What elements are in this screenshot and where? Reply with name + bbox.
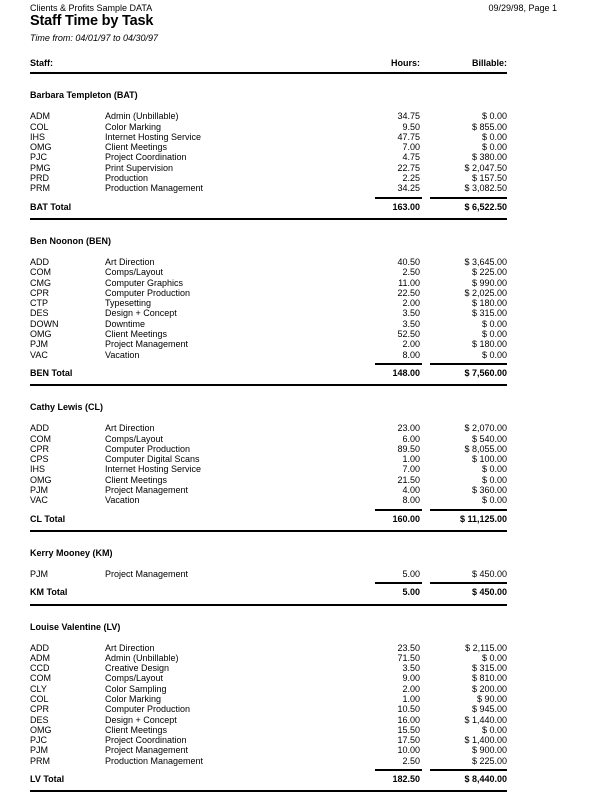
total-billable: $ 8,440.00 xyxy=(464,774,507,785)
task-code: ADM xyxy=(30,652,50,663)
task-row xyxy=(30,725,507,735)
task-description: Computer Digital Scans xyxy=(105,454,200,465)
billable-total-rule xyxy=(430,363,507,365)
task-rows xyxy=(30,569,507,579)
task-row xyxy=(30,329,507,339)
task-hours: 9.00 xyxy=(402,673,420,684)
total-hours: 148.00 xyxy=(392,367,420,378)
task-hours: 23.00 xyxy=(397,423,420,434)
task-billable: $ 380.00 xyxy=(471,152,507,163)
task-code: COM xyxy=(30,433,51,444)
task-billable: $ 945.00 xyxy=(471,704,507,715)
task-description: Client Meetings xyxy=(105,474,168,485)
task-billable: $ 90.00 xyxy=(476,693,507,704)
task-code: OMG xyxy=(30,329,52,340)
task-code: PJM xyxy=(30,568,48,579)
task-row xyxy=(30,319,507,329)
task-description: Art Direction xyxy=(105,256,155,267)
task-code: CPR xyxy=(30,443,50,454)
total-rule-gap xyxy=(422,363,430,365)
task-hours: 4.75 xyxy=(402,152,420,163)
task-description: Client Meetings xyxy=(105,724,168,735)
task-description: Project Management xyxy=(105,568,189,579)
task-hours: 17.50 xyxy=(397,735,420,746)
task-hours: 8.00 xyxy=(402,495,420,506)
task-row xyxy=(30,183,507,193)
staff-name: Barbara Templeton (BAT) xyxy=(30,90,138,101)
task-description: Admin (Unbillable) xyxy=(105,652,179,663)
total-rule-spacer xyxy=(30,197,375,199)
total-label: BAT Total xyxy=(30,201,72,212)
task-billable: $ 3,082.50 xyxy=(464,183,507,194)
task-billable: $ 2,047.50 xyxy=(464,162,507,173)
task-billable: $ 100.00 xyxy=(471,454,507,465)
task-billable: $ 8,055.00 xyxy=(464,443,507,454)
task-row xyxy=(30,464,507,474)
total-billable: $ 6,522.50 xyxy=(464,201,507,212)
total-label: BEN Total xyxy=(30,367,73,378)
staff-section xyxy=(30,90,507,220)
hours-total-rule xyxy=(375,582,422,584)
task-row xyxy=(30,569,507,579)
billable-total-rule xyxy=(430,582,507,584)
task-description: Client Meetings xyxy=(105,142,168,153)
total-label: LV Total xyxy=(30,774,65,785)
staff-name: Louise Valentine (LV) xyxy=(30,621,121,632)
task-code: ADD xyxy=(30,642,50,653)
task-code: CPS xyxy=(30,454,49,465)
task-description: Color Marking xyxy=(105,693,162,704)
task-row xyxy=(30,298,507,308)
task-row xyxy=(30,673,507,683)
staff-section xyxy=(30,236,507,386)
task-description: Computer Production xyxy=(105,443,191,454)
task-billable: $ 0.00 xyxy=(481,464,507,475)
total-billable: $ 11,125.00 xyxy=(459,513,507,524)
task-billable: $ 0.00 xyxy=(481,329,507,340)
total-row xyxy=(30,368,507,378)
task-code: PRD xyxy=(30,173,50,184)
task-hours: 21.50 xyxy=(397,474,420,485)
total-rule-spacer xyxy=(30,509,375,511)
total-spacer xyxy=(105,774,330,784)
total-rules xyxy=(30,197,507,199)
task-rows xyxy=(30,643,507,767)
task-code: CLY xyxy=(30,683,47,694)
task-hours: 1.00 xyxy=(402,693,420,704)
task-description: Comps/Layout xyxy=(105,267,164,278)
task-row xyxy=(30,454,507,464)
task-description: Computer Production xyxy=(105,704,191,715)
task-hours: 23.50 xyxy=(397,642,420,653)
task-description: Production Management xyxy=(105,755,204,766)
task-description: Project Management xyxy=(105,745,189,756)
task-code: CPR xyxy=(30,287,50,298)
task-description: Client Meetings xyxy=(105,329,168,340)
task-code: PJM xyxy=(30,485,48,496)
task-row xyxy=(30,475,507,485)
task-billable: $ 200.00 xyxy=(471,683,507,694)
total-spacer xyxy=(105,368,330,378)
task-row xyxy=(30,745,507,755)
total-rule-spacer xyxy=(30,769,375,771)
column-staff-label: Staff: xyxy=(30,58,53,68)
task-billable: $ 0.00 xyxy=(481,318,507,329)
task-row xyxy=(30,663,507,673)
report-subtitle: Time from: 04/01/97 to 04/30/97 xyxy=(30,33,158,43)
billable-total-rule xyxy=(430,509,507,511)
task-hours: 22.75 xyxy=(397,162,420,173)
task-row xyxy=(30,485,507,495)
task-billable: $ 540.00 xyxy=(471,433,507,444)
task-row xyxy=(30,495,507,505)
task-hours: 22.50 xyxy=(397,287,420,298)
task-billable: $ 157.50 xyxy=(471,173,507,184)
task-description: Computer Graphics xyxy=(105,277,184,288)
task-code: CCD xyxy=(30,663,50,674)
task-hours: 3.50 xyxy=(402,663,420,674)
hours-total-rule xyxy=(375,769,422,771)
section-divider xyxy=(30,218,507,220)
report-header xyxy=(30,3,557,13)
total-label: CL Total xyxy=(30,513,66,524)
task-description: Vacation xyxy=(105,495,140,506)
task-billable: $ 180.00 xyxy=(471,298,507,309)
task-hours: 9.50 xyxy=(402,121,420,132)
task-billable: $ 450.00 xyxy=(471,568,507,579)
total-label: KM Total xyxy=(30,587,68,598)
task-code: ADD xyxy=(30,256,50,267)
section-divider xyxy=(30,384,507,386)
task-code: OMG xyxy=(30,474,52,485)
task-billable: $ 2,115.00 xyxy=(465,642,507,653)
task-description: Project Coordination xyxy=(105,735,187,746)
task-billable: $ 0.00 xyxy=(481,349,507,360)
task-hours: 7.00 xyxy=(402,464,420,475)
task-row xyxy=(30,132,507,142)
task-description: Color Marking xyxy=(105,121,162,132)
total-rules xyxy=(30,769,507,771)
column-spacer xyxy=(105,58,330,68)
task-description: Color Sampling xyxy=(105,683,167,694)
task-row xyxy=(30,684,507,694)
task-hours: 7.00 xyxy=(402,142,420,153)
task-billable: $ 360.00 xyxy=(471,485,507,496)
task-row xyxy=(30,111,507,121)
task-billable: $ 0.00 xyxy=(481,652,507,663)
task-code: CTP xyxy=(30,298,48,309)
task-row xyxy=(30,643,507,653)
task-description: Comps/Layout xyxy=(105,433,164,444)
task-hours: 2.50 xyxy=(402,267,420,278)
task-row xyxy=(30,653,507,663)
task-hours: 52.50 xyxy=(397,329,420,340)
task-row xyxy=(30,288,507,298)
staff-name: Cathy Lewis (CL) xyxy=(30,402,104,413)
task-code: PJC xyxy=(30,735,48,746)
task-hours: 16.00 xyxy=(397,714,420,725)
task-row xyxy=(30,278,507,288)
task-description: Design + Concept xyxy=(105,714,177,725)
task-rows xyxy=(30,423,507,505)
task-row xyxy=(30,694,507,704)
task-hours: 8.00 xyxy=(402,349,420,360)
task-billable: $ 225.00 xyxy=(471,267,507,278)
staff-section xyxy=(30,548,507,606)
task-code: COM xyxy=(30,267,51,278)
task-description: Project Management xyxy=(105,485,189,496)
header-rule xyxy=(30,72,507,74)
task-hours: 4.00 xyxy=(402,485,420,496)
total-rules xyxy=(30,363,507,365)
task-description: Typesetting xyxy=(105,298,152,309)
task-description: Production Management xyxy=(105,183,204,194)
task-rows xyxy=(30,257,507,360)
task-billable: $ 2,025.00 xyxy=(464,287,507,298)
total-rule-gap xyxy=(422,509,430,511)
task-description: Art Direction xyxy=(105,423,155,434)
task-description: Internet Hosting Service xyxy=(105,131,202,142)
task-description: Project Coordination xyxy=(105,152,187,163)
column-hours-label: Hours: xyxy=(391,58,420,68)
section-divider xyxy=(30,530,507,532)
task-code: ADD xyxy=(30,423,50,434)
task-description: Downtime xyxy=(105,318,146,329)
task-hours: 5.00 xyxy=(402,568,420,579)
task-code: PJC xyxy=(30,152,48,163)
task-row xyxy=(30,173,507,183)
task-hours: 34.75 xyxy=(397,111,420,122)
total-spacer xyxy=(105,514,330,524)
task-hours: 10.00 xyxy=(397,745,420,756)
company-name: Clients & Profits Sample DATA xyxy=(30,3,153,13)
task-billable: $ 2,070.00 xyxy=(464,423,507,434)
hours-total-rule xyxy=(375,197,422,199)
task-billable: $ 0.00 xyxy=(481,131,507,142)
task-billable: $ 0.00 xyxy=(481,142,507,153)
task-row xyxy=(30,142,507,152)
total-hours: 163.00 xyxy=(392,201,420,212)
task-billable: $ 315.00 xyxy=(471,308,507,319)
task-billable: $ 3,645.00 xyxy=(464,256,507,267)
staff-section xyxy=(30,622,507,792)
task-hours: 40.50 xyxy=(397,256,420,267)
report-body xyxy=(30,58,507,792)
task-hours: 1.00 xyxy=(402,454,420,465)
task-hours: 47.75 xyxy=(397,131,420,142)
staff-name: Kerry Mooney (KM) xyxy=(30,547,113,558)
task-billable: $ 0.00 xyxy=(481,495,507,506)
task-code: CMG xyxy=(30,277,51,288)
total-rule-gap xyxy=(422,197,430,199)
billable-total-rule xyxy=(430,197,507,199)
task-code: VAC xyxy=(30,349,48,360)
task-hours: 3.50 xyxy=(402,318,420,329)
task-description: Print Supervision xyxy=(105,162,174,173)
task-code: PMG xyxy=(30,162,51,173)
task-code: DES xyxy=(30,308,49,319)
task-row xyxy=(30,444,507,454)
task-row xyxy=(30,308,507,318)
hours-total-rule xyxy=(375,363,422,365)
task-code: PJM xyxy=(30,745,48,756)
task-hours: 2.00 xyxy=(402,339,420,350)
task-row xyxy=(30,350,507,360)
task-code: PJM xyxy=(30,339,48,350)
staff-sections xyxy=(30,90,507,792)
total-rule-gap xyxy=(422,582,430,584)
task-row xyxy=(30,152,507,162)
billable-total-rule xyxy=(430,769,507,771)
total-rules xyxy=(30,509,507,511)
total-billable: $ 450.00 xyxy=(471,587,507,598)
task-hours: 71.50 xyxy=(397,652,420,663)
task-description: Production xyxy=(105,173,149,184)
task-row xyxy=(30,756,507,766)
task-hours: 2.25 xyxy=(402,173,420,184)
task-row xyxy=(30,704,507,714)
section-divider xyxy=(30,604,507,606)
task-code: VAC xyxy=(30,495,48,506)
total-row xyxy=(30,587,507,597)
task-row xyxy=(30,267,507,277)
report-title: Staff Time by Task xyxy=(30,13,154,29)
date-page-info: 09/29/98, Page 1 xyxy=(488,3,557,13)
task-hours: 6.00 xyxy=(402,433,420,444)
task-code: DOWN xyxy=(30,318,59,329)
task-billable: $ 1,400.00 xyxy=(464,735,507,746)
task-description: Design + Concept xyxy=(105,308,177,319)
task-hours: 2.00 xyxy=(402,298,420,309)
task-description: Creative Design xyxy=(105,663,170,674)
task-code: CPR xyxy=(30,704,50,715)
task-hours: 2.50 xyxy=(402,755,420,766)
task-description: Computer Production xyxy=(105,287,191,298)
task-row xyxy=(30,163,507,173)
task-description: Project Management xyxy=(105,339,189,350)
task-description: Comps/Layout xyxy=(105,673,164,684)
task-row xyxy=(30,122,507,132)
total-row xyxy=(30,774,507,784)
task-row xyxy=(30,434,507,444)
task-description: Art Direction xyxy=(105,642,155,653)
task-billable: $ 225.00 xyxy=(471,755,507,766)
task-billable: $ 1,440.00 xyxy=(464,714,507,725)
task-row xyxy=(30,339,507,349)
task-rows xyxy=(30,111,507,193)
task-hours: 15.50 xyxy=(397,724,420,735)
task-code: COM xyxy=(30,673,51,684)
task-code: IHS xyxy=(30,131,46,142)
total-rule-spacer xyxy=(30,582,375,584)
task-billable: $ 0.00 xyxy=(481,111,507,122)
task-description: Admin (Unbillable) xyxy=(105,111,179,122)
task-row xyxy=(30,423,507,433)
column-billable-label: Billable: xyxy=(471,58,507,68)
column-headers xyxy=(30,58,507,68)
task-hours: 11.00 xyxy=(398,277,420,288)
total-rule-gap xyxy=(422,769,430,771)
task-billable: $ 180.00 xyxy=(471,339,507,350)
task-code: PRM xyxy=(30,755,50,766)
task-billable: $ 990.00 xyxy=(471,277,507,288)
task-code: IHS xyxy=(30,464,46,475)
task-hours: 34.25 xyxy=(397,183,420,194)
task-description: Internet Hosting Service xyxy=(105,464,202,475)
task-code: ADM xyxy=(30,111,50,122)
staff-name: Ben Noonon (BEN) xyxy=(30,235,111,246)
task-hours: 3.50 xyxy=(402,308,420,319)
total-row xyxy=(30,202,507,212)
task-billable: $ 810.00 xyxy=(471,673,507,684)
task-code: PRM xyxy=(30,183,50,194)
task-code: DES xyxy=(30,714,49,725)
total-spacer xyxy=(105,202,330,212)
total-row xyxy=(30,514,507,524)
task-row xyxy=(30,735,507,745)
total-hours: 160.00 xyxy=(392,513,420,524)
task-billable: $ 315.00 xyxy=(471,663,507,674)
task-billable: $ 0.00 xyxy=(481,474,507,485)
task-billable: $ 855.00 xyxy=(471,121,507,132)
task-code: OMG xyxy=(30,724,52,735)
total-hours: 5.00 xyxy=(402,587,420,598)
task-billable: $ 900.00 xyxy=(471,745,507,756)
total-hours: 182.50 xyxy=(392,774,420,785)
task-code: COL xyxy=(30,693,49,704)
task-row xyxy=(30,257,507,267)
task-code: OMG xyxy=(30,142,52,153)
staff-section xyxy=(30,402,507,532)
task-code: COL xyxy=(30,121,49,132)
task-row xyxy=(30,715,507,725)
hours-total-rule xyxy=(375,509,422,511)
task-billable: $ 0.00 xyxy=(481,724,507,735)
total-rules xyxy=(30,582,507,584)
task-description: Vacation xyxy=(105,349,140,360)
total-billable: $ 7,560.00 xyxy=(464,367,507,378)
total-rule-spacer xyxy=(30,363,375,365)
task-hours: 2.00 xyxy=(402,683,420,694)
task-hours: 89.50 xyxy=(397,443,420,454)
task-hours: 10.50 xyxy=(397,704,420,715)
total-spacer xyxy=(105,587,330,597)
